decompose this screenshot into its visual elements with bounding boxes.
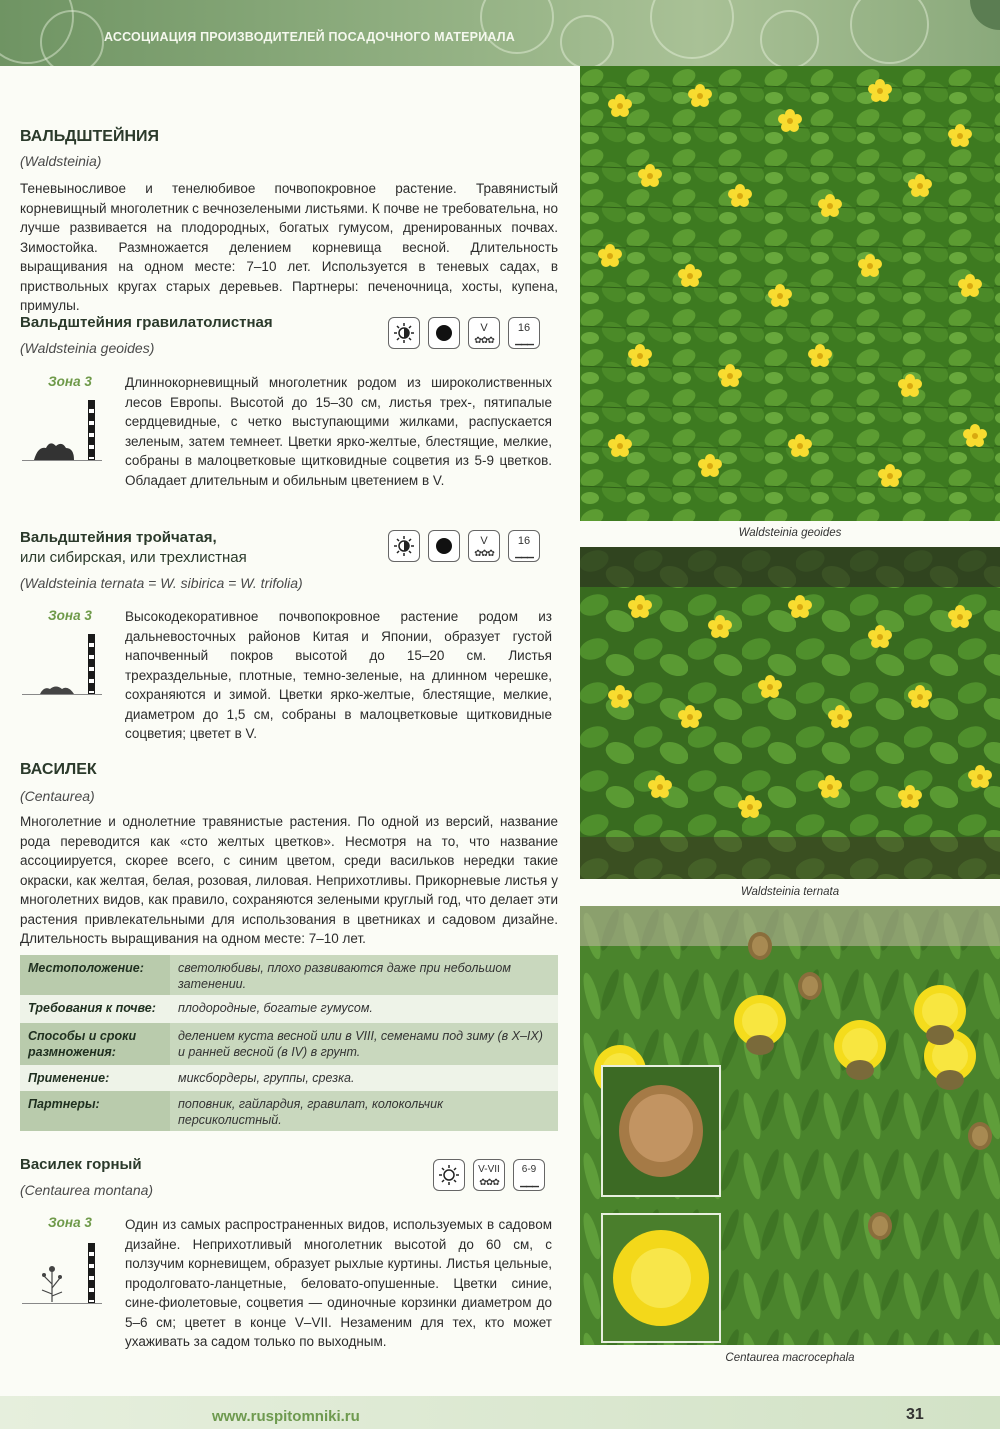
photo-waldsteinia-geoides	[580, 66, 1000, 521]
shade-icon	[428, 530, 460, 562]
table-row: Партнеры: поповник, гайлардия, гравилат, колокольчик персиколистный.	[20, 1091, 558, 1131]
height-ruler	[88, 1243, 95, 1303]
care-table	[20, 955, 558, 1131]
plant-silhouette-icon	[32, 438, 76, 460]
species-title-ternata: Вальдштейния тройчатая,	[20, 529, 217, 546]
header-title: АССОЦИАЦИЯ ПРОИЗВОДИТЕЛЕЙ ПОСАДОЧНОГО МАТЕРИАЛА	[104, 30, 515, 44]
height-ruler	[88, 400, 95, 460]
bloom-period-icon: V-VII ✿✿✿	[473, 1159, 505, 1191]
partial-shade-icon	[388, 317, 420, 349]
section-title-waldsteinia: ВАЛЬДШТЕЙНИЯ	[20, 128, 159, 145]
zone-geoides: Зона 3	[48, 374, 92, 389]
photo-caption-geoides: Waldsteinia geoides	[738, 527, 842, 539]
section-title-centaurea: ВАСИЛЕК	[20, 761, 97, 778]
height-icon: 16 ▁▁▁	[508, 530, 540, 562]
paragraph-waldsteinia: Теневыносливое и тенелюбивое почвопокровное растение. Травянистый корневищный многолетник с вечнозелеными листьями. К почве не требовательна, но лучше развивается на плодородных, богатых гумусом, дренированных почвах. Зимостойка. Размножается делением корневища весной. Длительность выращивания на одном месте: 7–10 лет. Используется в теневых садах, в приствольных кругах старых деревьев. Партнеры: печеночница, хосты, купена, примулы.	[20, 181, 558, 313]
table-row: Местоположение: светолюбивы, плохо развиваются даже при небольшом затенении.	[20, 955, 558, 995]
paragraph-ternata: Высокодекоративное почвопокровное растение родом из дальневосточных районов Китая и Японии, образует густой напочвенный покров высотой до 15–20 см. Листья трехраздельные, плотные, темно-зеленые, на длинном черешке, сохраняются и зимой. Цветки ярко-желтые, блестящие, мелкие, диаметром до 1,5 см, собраны в малоцветковые щитковидные соцветия; цветет в V.	[125, 609, 552, 741]
icons-montana	[433, 1159, 545, 1191]
height-icon: 16 ▁▁▁	[508, 317, 540, 349]
photo-caption-ternata: Waldsteinia ternata	[740, 886, 840, 898]
species-subtitle-ternata: или сибирская, или трехлистная	[20, 549, 247, 566]
partial-shade-icon	[388, 530, 420, 562]
latin-montana: (Centaurea montana)	[20, 1182, 154, 1198]
paragraph-centaurea: Многолетние и однолетние травянистые растения. По одной из версий, название рода переводится как «сто желтых цветков». Несмотря на то, что название ассоциируется, скорее всего, с синим цветом, среди васильков нередки такие окраски, как желтая, белая, розовая, лиловая. Неприхотливы. Прикорневые листья у многолетних видов, как правило, сохраняются зелеными круглый год, что делает эти растения привлекательными для использования в цветниках и садовом дизайне. Длительность выращивания на одном месте: 7–10 лет.	[20, 814, 558, 946]
latin-waldsteinia: (Waldsteinia)	[20, 153, 102, 169]
latin-geoides: (Waldsteinia geoides)	[20, 340, 155, 356]
full-sun-icon	[433, 1159, 465, 1191]
ground-cover-silhouette-icon	[40, 684, 74, 694]
upright-plant-silhouette-icon	[40, 1264, 64, 1302]
footer-url-link[interactable]: www.ruspitomniki.ru	[212, 1408, 360, 1425]
table-row: Требования к почве: плодородные, богатые гумусом.	[20, 995, 558, 1023]
table-row: Способы и сроки размножения: делением куста весной или в VIII, семенами под зиму (в X–IX) и ранней весной (в IV) в грунт.	[20, 1023, 558, 1065]
latin-ternata: (Waldsteinia ternata = W. sibirica = W. trifolia)	[20, 575, 303, 591]
photo-centaurea-macrocephala	[580, 906, 1000, 1345]
page-footer	[0, 1396, 1000, 1429]
species-title-geoides: Вальдштейния гравилатолистная	[20, 314, 273, 331]
height-ruler	[88, 634, 95, 694]
page-corner	[970, 0, 1000, 30]
icons-geoides	[388, 317, 540, 349]
species-title-montana: Василек горный	[20, 1156, 142, 1173]
table-row: Применение: миксбордеры, группы, срезка.	[20, 1065, 558, 1091]
shade-icon	[428, 317, 460, 349]
latin-centaurea: (Centaurea)	[20, 788, 95, 804]
page-number: 31	[906, 1406, 924, 1423]
zone-ternata: Зона 3	[48, 608, 92, 623]
page-header	[0, 0, 1000, 66]
paragraph-geoides: Длиннокорневищный многолетник родом из широколиственных лесов Европы. Высотой до 15–30 см, листья трех-, пятипалые сердцевидные, с четко выступающими жилками, распускается зеленым, затем темнеет. Цветки ярко-желтые, блестящие, мелкие, собраны в малоцветковые щитковидные соцветия из 5-9 цветков. Обладает длительным и обильным цветением в V.	[125, 375, 552, 488]
photo-caption-macrocephala: Centaurea macrocephala	[725, 1352, 855, 1364]
bloom-period-icon: V ✿✿✿	[468, 317, 500, 349]
photo-waldsteinia-ternata	[580, 547, 1000, 879]
paragraph-montana: Один из самых распространенных видов, используемых в садовом дизайне. Неприхотливый многолетник высотой до 60 см, с ползучим корневищем, образует рыхлые куртины. Листья цельные, продолговато-ланцетные, беловато-опушенные. Цветки синие, сине-фиолетовые, соцветия — одиночные корзинки диаметром до 5–6 см; цветет в конце V–VII. Незаменим для тех, кто может ухаживать за садом только по выходным.	[125, 1217, 552, 1349]
icons-ternata	[388, 530, 540, 562]
bloom-period-icon: V ✿✿✿	[468, 530, 500, 562]
zone-montana: Зона 3	[48, 1215, 92, 1230]
height-icon: 6-9 ▁▁▁	[513, 1159, 545, 1191]
